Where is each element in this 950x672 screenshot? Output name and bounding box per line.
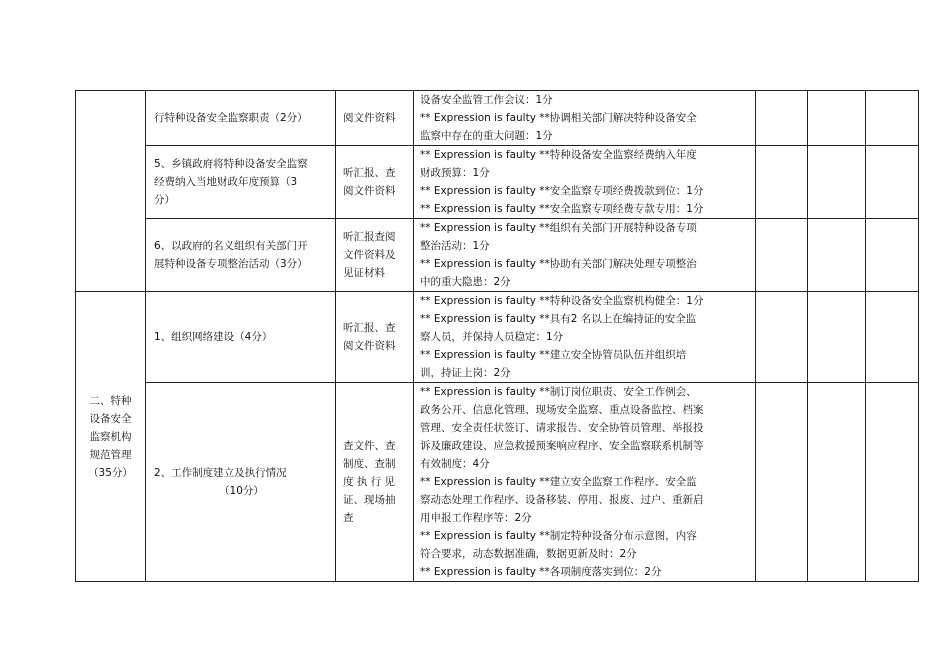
standard-line: 财政预算：1分 — [420, 167, 490, 179]
standard-cell — [414, 146, 756, 219]
score-cell — [808, 383, 866, 582]
score-cell — [808, 146, 866, 219]
standard-line: 有效制度：4分 — [420, 458, 490, 470]
table-row — [76, 91, 919, 146]
standard-line: 训，持证上岗：2分 — [420, 367, 511, 379]
category-line: 监察机构 — [89, 430, 132, 443]
method-line: 阅文件资料 — [343, 112, 396, 124]
method-line: 阅文件资料 — [343, 185, 396, 197]
item-line: 5、乡镇政府将特种设备安全监察 — [154, 158, 308, 170]
standard-line: 诉及廉政建设、应急救援预案响应程序、安全监察联系机制等 — [420, 440, 704, 452]
score-cell — [756, 383, 808, 582]
method-line: 度 执 行 见 — [343, 476, 396, 488]
method-line: 见证材料 — [343, 267, 385, 279]
category-line: 设备安全 — [89, 412, 132, 425]
item-line: 2、工作制度建立及执行情况 — [154, 467, 287, 479]
method-cell — [336, 383, 414, 582]
method-line: 制度、查制 — [343, 458, 396, 470]
standard-line: ** Expression is faulty **制定特种设备分布示意图，内容 — [420, 530, 697, 542]
score-cell — [866, 146, 919, 219]
item-cell — [146, 383, 336, 582]
method-cell — [336, 292, 414, 383]
score-cell — [756, 292, 808, 383]
standard-line: 察人员，并保持人员稳定：1分 — [420, 331, 564, 343]
table-row — [76, 146, 919, 219]
score-cell — [756, 146, 808, 219]
standard-cell — [414, 383, 756, 582]
method-cell — [336, 91, 414, 146]
method-cell — [336, 146, 414, 219]
standard-cell — [414, 292, 756, 383]
item-cell — [146, 146, 336, 219]
item-line: 行特种设备安全监察职责（2分） — [154, 112, 308, 124]
standard-line: ** Expression is faulty **组织有关部门开展特种设备专项 — [420, 222, 697, 234]
item-cell — [146, 292, 336, 383]
score-cell — [866, 383, 919, 582]
method-line: 证、现场抽 — [343, 494, 396, 506]
item-line: 1、组织网络建设（4分） — [154, 331, 273, 343]
item-cell — [146, 91, 336, 146]
category-line: 规范管理 — [89, 448, 132, 461]
standard-line: ** Expression is faulty **安全监察专项经费拨款到位：1分 — [420, 185, 704, 197]
table-row — [76, 383, 919, 582]
method-line: 查文件、查 — [343, 440, 396, 452]
score-cell — [756, 91, 808, 146]
standard-line: 整治活动：1分 — [420, 240, 490, 252]
item-line: （10分） — [219, 485, 264, 497]
standard-line: ** Expression is faulty **特种设备安全监察经费纳入年度 — [420, 149, 697, 161]
item-line: 展特种设备专项整治活动（3分） — [154, 258, 308, 270]
score-cell — [808, 91, 866, 146]
score-cell — [866, 219, 919, 292]
inspection-table — [75, 90, 919, 582]
standard-line: 察动态处理工作程序、设备移装、停用、报废、过户、重新启 — [420, 494, 704, 506]
score-cell — [808, 219, 866, 292]
standard-line: ** Expression is faulty **协调相关部门解决特种设备安全 — [420, 112, 697, 124]
method-cell — [336, 219, 414, 292]
standard-line: 中的重大隐患：2分 — [420, 276, 511, 288]
standard-line: ** Expression is faulty **具有2 名以上在编持证的安全监 — [420, 313, 697, 325]
standard-line: ** Expression is faulty **制订岗位职责、安全工作例会、 — [420, 386, 697, 398]
standard-line: 符合要求，动态数据准确，数据更新及时：2分 — [420, 548, 637, 560]
item-line: 经费纳入当地财政年度预算（3 — [154, 176, 298, 188]
item-line: 分） — [154, 194, 175, 206]
score-cell — [866, 292, 919, 383]
standard-line: 监察中存在的重大问题：1分 — [420, 130, 553, 142]
standard-line: 管理、安全责任状签订、请求报告、安全协管员管理、举报投 — [420, 422, 704, 434]
method-line: 听汇报、查 — [343, 167, 396, 179]
standard-line: ** Expression is faulty **安全监察专项经费专款专用：1分 — [420, 203, 704, 215]
method-line: 阅文件资料 — [343, 340, 396, 352]
item-line: 6、以政府的名义组织有关部门开 — [154, 240, 308, 252]
category-cell-2 — [76, 292, 146, 582]
item-cell — [146, 219, 336, 292]
method-line: 听汇报、查 — [343, 322, 396, 334]
category-cell-1 — [76, 91, 146, 292]
score-cell — [808, 292, 866, 383]
table-row — [76, 219, 919, 292]
method-line: 查 — [343, 512, 354, 524]
standard-line: ** Expression is faulty **各项制度落实到位：2分 — [420, 566, 662, 578]
category-line: （35分） — [88, 466, 133, 479]
table-row — [76, 292, 919, 383]
score-cell — [756, 219, 808, 292]
standard-cell — [414, 91, 756, 146]
standard-cell — [414, 219, 756, 292]
method-line: 文件资料及 — [343, 249, 396, 261]
method-line: 听汇报查阅 — [343, 231, 396, 243]
standard-line: ** Expression is faulty **建立安全协管员队伍并组织培 — [420, 349, 687, 361]
standard-line: ** Expression is faulty **协助有关部门解决处理专项整治 — [420, 258, 697, 270]
standard-line: ** Expression is faulty **特种设备安全监察机构健全：1分 — [420, 295, 704, 307]
category-line: 二、特种 — [89, 394, 132, 407]
score-cell — [866, 91, 919, 146]
standard-line: 设备安全监管工作会议：1分 — [420, 94, 553, 106]
standard-line: 政务公开、信息化管理、现场安全监察、重点设备监控、档案 — [420, 404, 704, 416]
standard-line: 用申报工作程序等：2分 — [420, 512, 532, 524]
standard-line: ** Expression is faulty **建立安全监察工作程序、安全监 — [420, 476, 697, 488]
